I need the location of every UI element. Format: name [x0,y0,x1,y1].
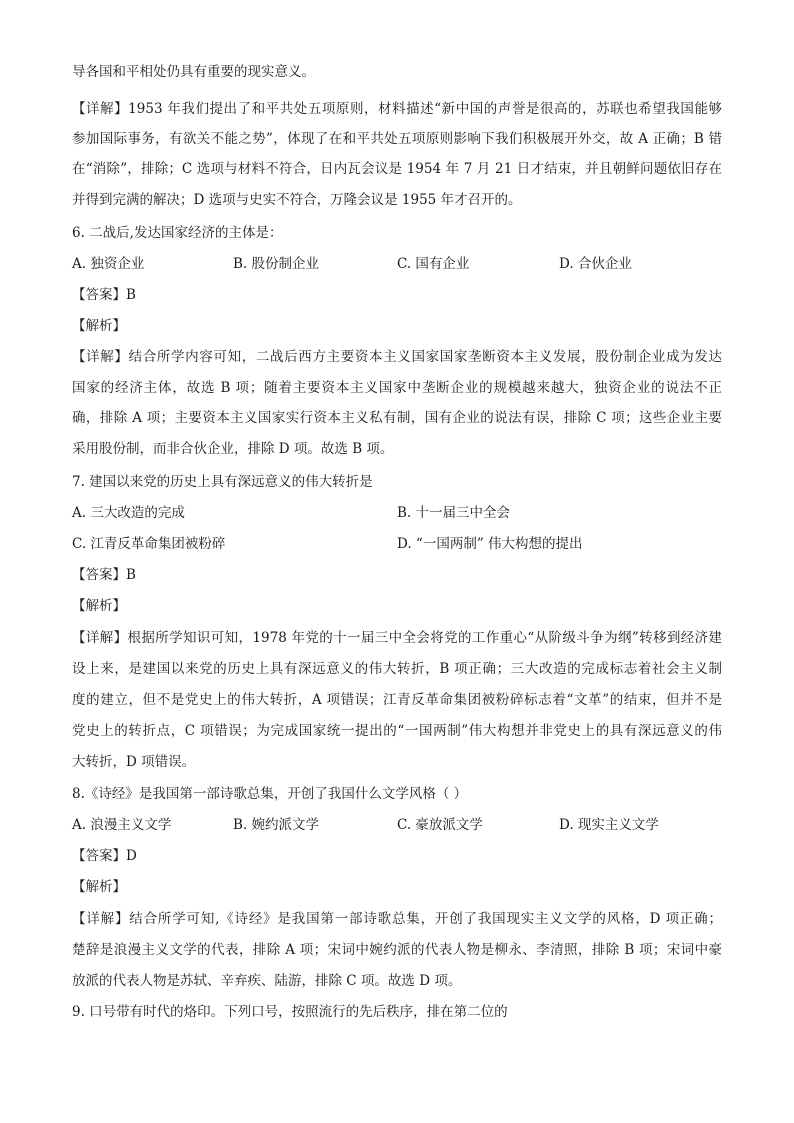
q6-answer: 【答案】B [72,287,136,303]
q7-detail-line: 设上来，是建国以来党的历史上具有深远意义的伟大转折，B 项正确；三大改造的完成标志着社会主义制 [72,661,722,677]
question-6-stem: 6. 二战后,发达国家经济的主体是： [72,225,283,241]
q8-option-d: D. 现实主义文学 [559,817,659,833]
q8-detail-line: 楚辞是浪漫主义文学的代表，排除 A 项；宋词中婉约派的代表人物是柳永、李清照，排除 B 项；宋词中豪 [72,942,722,958]
question-7-stem: 7. 建国以来党的历史上具有深远意义的伟大转折是 [72,474,373,490]
q8-option-a: A. 浪漫主义文学 [72,817,172,833]
q7-detail-line: 大转折，D 项错误。 [72,754,196,770]
q8-option-c: C. 豪放派文学 [397,817,483,833]
question-9-stem: 9. 口号带有时代的烙印。下列口号，按照流行的先后秩序，排在第二位的 [72,1004,508,1020]
q6-option-d: D. 合伙企业 [559,256,632,272]
q6-detail-line: 确，排除 A 项；主要资本主义国家实行资本主义私有制，国有企业的说法有误，排除 C 项；这些企业主要 [72,410,722,426]
q7-detail-line: 党史上的转折点，C 项错误；为完成国家统一提出的“一国两制”伟大构想并非党史上的具有深远意义的伟 [72,723,722,739]
q6-detail-line: 采用股份制，而非合伙企业，排除 D 项。故选 B 项。 [72,441,394,457]
q7-option-d: D. “一国两制” 伟大构想的提出 [397,536,583,552]
question-8-stem: 8.《诗经》是我国第一部诗歌总集，开创了我国什么文学风格（ ） [72,786,468,802]
q6-option-a: A. 独资企业 [72,256,145,272]
q6-detail-line: 国家的经济主体，故选 B 项；随着主要资本主义国家中垄断企业的规模越来越大，独资企业的说法不正 [72,380,722,396]
q5-detail-line: 参加国际事务，有欲关不能之势”，体现了在和平共处五项原则影响下我们积极展开外交，故 A 正确；B 错 [72,131,722,147]
paragraph-line: 导各国和平相处仍具有重要的现实意义。 [72,64,315,80]
q8-answer: 【答案】D [72,848,137,864]
q7-answer: 【答案】B [72,567,136,583]
q6-option-b: B. 股份制企业 [233,256,320,272]
q7-detail-line: 【详解】根据所学知识可知，1978 年党的十一届三中全会将党的工作重心“从阶级斗争为纲”转移到经济建 [72,630,722,646]
q6-detail-line: 【详解】结合所学内容可知，二战后西方主要资本主义国家国家垄断资本主义发展，股份制企业成为发达 [72,349,722,365]
q5-detail-line: 【详解】1953 年我们提出了和平共处五项原则，材料描述“新中国的声誉是很高的，苏联也希望我国能够 [72,101,722,117]
q6-analysis-heading: 【解析】 [72,318,126,334]
q8-detail-line: 【详解】结合所学可知,《诗经》是我国第一部诗歌总集，开创了我国现实主义文学的风格，D 项正确； [72,911,722,927]
q7-detail-line: 度的建立，但不是党史上的伟大转折，A 项错误；江青反革命集团被粉碎标志着“文革”的结束，但并不是 [72,692,722,708]
q7-option-a: A. 三大改造的完成 [72,505,185,521]
q5-detail-line: 并得到完满的解决；D 选项与史实不符合，万隆会议是 1955 年才召开的。 [72,192,522,208]
q8-option-b: B. 婉约派文学 [233,817,320,833]
q6-option-c: C. 国有企业 [397,256,470,272]
q8-detail-line: 放派的代表人物是苏轼、辛弃疾、陆游，排除 C 项。故选 D 项。 [72,973,462,989]
q7-analysis-heading: 【解析】 [72,598,126,614]
q8-analysis-heading: 【解析】 [72,879,126,895]
q7-option-b: B. 十一届三中全会 [397,505,511,521]
q5-detail-line: 在“消除”，排除；C 选项与材料不符合，日内瓦会议是 1954 年 7 月 21 日才结束，并且朝鲜问题依旧存在 [72,161,722,177]
q7-option-c: C. 江青反革命集团被粉碎 [72,536,226,552]
